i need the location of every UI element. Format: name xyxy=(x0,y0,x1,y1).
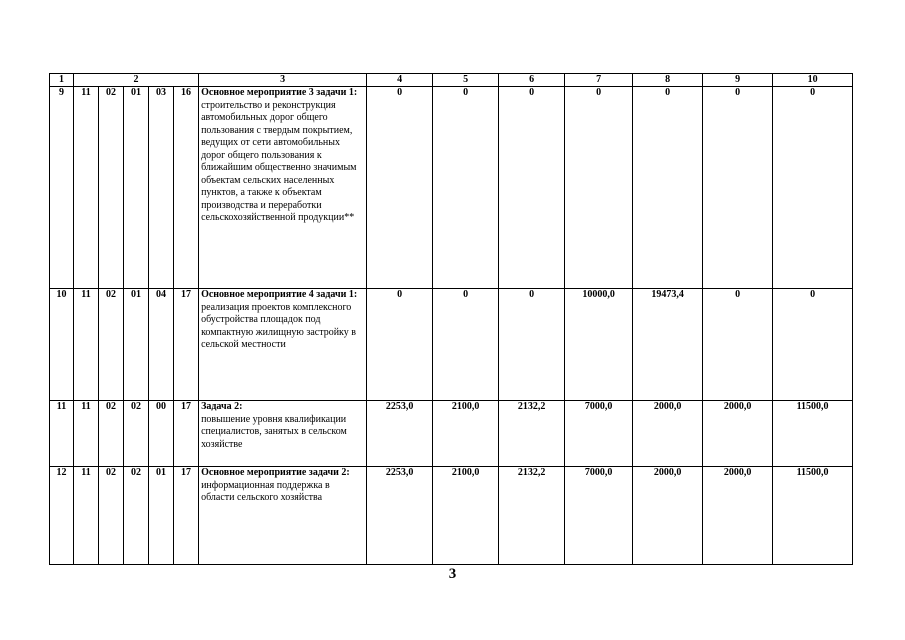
value-cell: 10000,0 xyxy=(565,289,633,401)
header-cell: 9 xyxy=(703,74,773,87)
value-cell: 2132,2 xyxy=(499,467,565,565)
value-cell: 2253,0 xyxy=(367,401,433,467)
budget-code-cell: 02 xyxy=(99,289,124,401)
budget-code-cell: 17 xyxy=(174,289,199,401)
row-number: 10 xyxy=(50,289,74,401)
budget-code-cell: 02 xyxy=(99,87,124,289)
description-title: Задача 2: xyxy=(201,401,243,412)
budget-table xyxy=(49,73,853,565)
value-cell: 0 xyxy=(499,289,565,401)
value-cell: 7000,0 xyxy=(565,467,633,565)
header-cell: 6 xyxy=(499,74,565,87)
budget-code-cell: 11 xyxy=(74,401,99,467)
description-body: повышение уровня квалификации специалистов, занятых в сельском хозяйстве xyxy=(201,413,347,450)
budget-code-cell: 02 xyxy=(124,467,149,565)
value-cell: 0 xyxy=(703,87,773,289)
header-cell: 1 xyxy=(50,74,74,87)
budget-code-cell: 11 xyxy=(74,467,99,565)
value-cell: 19473,4 xyxy=(633,289,703,401)
value-cell: 0 xyxy=(499,87,565,289)
value-cell: 2132,2 xyxy=(499,401,565,467)
table-row xyxy=(50,401,853,467)
row-number: 11 xyxy=(50,401,74,467)
budget-code-cell: 00 xyxy=(149,401,174,467)
value-cell: 2000,0 xyxy=(703,467,773,565)
header-cell: 8 xyxy=(633,74,703,87)
description-body: реализация проектов комплексного обустройства площадок под компактную жилищную застройку в сельской местности xyxy=(201,301,356,350)
budget-code-cell: 02 xyxy=(124,401,149,467)
row-number: 12 xyxy=(50,467,74,565)
header-cell: 7 xyxy=(565,74,633,87)
budget-code-cell: 02 xyxy=(99,401,124,467)
value-cell: 0 xyxy=(773,289,853,401)
description-cell xyxy=(199,401,367,467)
budget-code-cell: 02 xyxy=(99,467,124,565)
header-cell: 2 xyxy=(74,74,199,87)
budget-code-cell: 01 xyxy=(149,467,174,565)
description-title: Основное мероприятие 4 задачи 1: xyxy=(201,289,358,300)
header-row xyxy=(50,74,853,87)
description-body: информационная поддержка в области сельского хозяйства xyxy=(201,479,330,503)
row-number: 9 xyxy=(50,87,74,289)
table-row xyxy=(50,289,853,401)
description-title: Основное мероприятие 3 задачи 1: xyxy=(201,87,358,98)
budget-code-cell: 11 xyxy=(74,289,99,401)
page-number: 3 xyxy=(448,566,457,582)
value-cell: 2000,0 xyxy=(703,401,773,467)
value-cell: 0 xyxy=(565,87,633,289)
value-cell: 11500,0 xyxy=(773,401,853,467)
value-cell: 0 xyxy=(433,289,499,401)
budget-code-cell: 17 xyxy=(174,401,199,467)
table-row xyxy=(50,467,853,565)
value-cell: 2100,0 xyxy=(433,401,499,467)
value-cell: 0 xyxy=(633,87,703,289)
budget-code-cell: 16 xyxy=(174,87,199,289)
value-cell: 7000,0 xyxy=(565,401,633,467)
header-cell: 10 xyxy=(773,74,853,87)
value-cell: 0 xyxy=(433,87,499,289)
table-row xyxy=(50,87,853,289)
header-cell: 3 xyxy=(199,74,367,87)
value-cell: 2000,0 xyxy=(633,401,703,467)
description-title: Основное мероприятие задачи 2: xyxy=(201,467,350,478)
budget-code-cell: 03 xyxy=(149,87,174,289)
description-cell xyxy=(199,467,367,565)
value-cell: 0 xyxy=(703,289,773,401)
budget-code-cell: 17 xyxy=(174,467,199,565)
header-cell: 4 xyxy=(367,74,433,87)
value-cell: 2253,0 xyxy=(367,467,433,565)
budget-code-cell: 04 xyxy=(149,289,174,401)
value-cell: 2000,0 xyxy=(633,467,703,565)
value-cell: 2100,0 xyxy=(433,467,499,565)
value-cell: 0 xyxy=(773,87,853,289)
value-cell: 0 xyxy=(367,87,433,289)
description-cell xyxy=(199,289,367,401)
budget-code-cell: 11 xyxy=(74,87,99,289)
header-cell: 5 xyxy=(433,74,499,87)
description-cell xyxy=(199,87,367,289)
description-body: строительство и реконструкция автомобильных дорог общего пользования с твердым покрытием, ведущих от сети автомобильных дорог общего пользования к ближайшим общественно значимым объектам сельских населенных пунктов, а также к объектам производства и переработки сельскохозяйственной продукции** xyxy=(201,99,357,223)
value-cell: 11500,0 xyxy=(773,467,853,565)
budget-code-cell: 01 xyxy=(124,289,149,401)
budget-code-cell: 01 xyxy=(124,87,149,289)
value-cell: 0 xyxy=(367,289,433,401)
